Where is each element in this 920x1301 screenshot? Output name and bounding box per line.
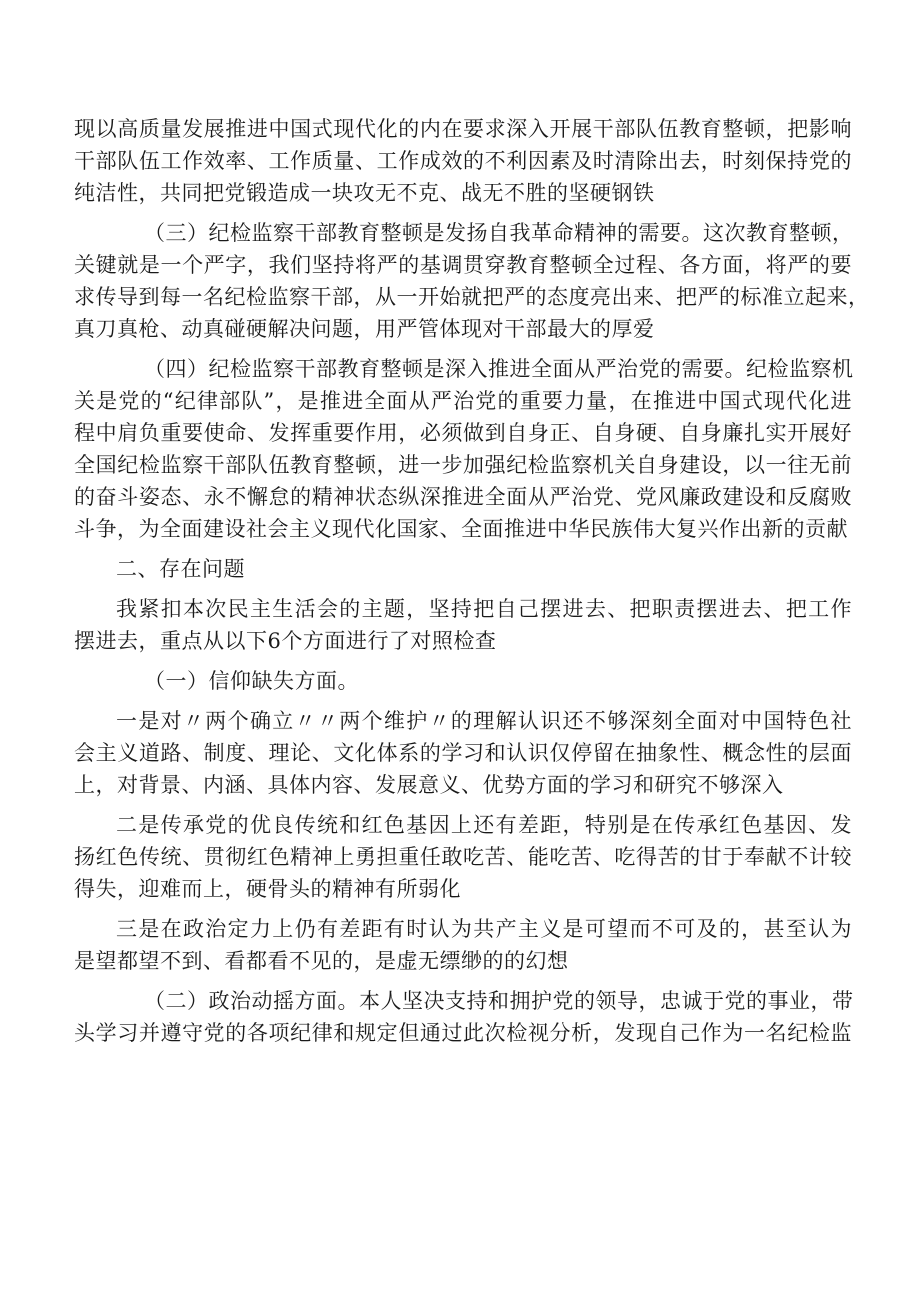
paragraph-purity [74, 113, 852, 209]
subheading-belief [74, 665, 852, 697]
text-line: 二是传承党的优良传统和红色基因上还有差距，特别是在传承红色基因、发 [116, 813, 852, 837]
text-line: 纯洁性，共同把党锻造成一块攻无不克、战无不胜的坚硬钢铁 [74, 181, 655, 205]
text-line: 真刀真枪、动真碰硬解决问题，用严管体现对干部最大的厚爱 [74, 317, 655, 341]
text-line: 摆进去，重点从以下6个方面进行了对照检查 [74, 629, 497, 653]
section-heading: 二、存在问题 [116, 557, 245, 581]
paragraph-section-three [74, 217, 870, 345]
text-line: 得失，迎难而上，硬骨头的精神有所弱化 [74, 877, 461, 901]
text-line: 上，对背景、内涵、具体内容、发展意义、优势方面的学习和研究不够深入 [74, 773, 784, 797]
text-line: 头学习并遵守党的各项纪律和规定但通过此次检视分析，发现自己作为一名纪检监 [74, 1021, 852, 1045]
text-line: 是望都望不到、看都看不见的，是虚无缥缈的的幻想 [74, 949, 569, 973]
text-line: （二）政治动摇方面。本人坚决支持和拥护党的领导，忠诚于党的事业，带 [144, 989, 854, 1013]
paragraph-point-one [74, 705, 852, 801]
paragraph-political [74, 985, 852, 1049]
text-line: 程中肩负重要使命、发挥重要作用，必须做到自身正、自身硬、自身廉扎实开展好 [74, 421, 852, 445]
paragraph-point-three [74, 913, 852, 977]
text-line: 全国纪检监察干部队伍教育整顿，进一步加强纪检监察机关自身建设，以一往无前 [74, 453, 852, 477]
text-line: （四）纪检监察干部教育整顿是深入推进全面从严治党的需要。纪检监察机 [144, 357, 854, 381]
section-heading-issues [74, 553, 852, 585]
text-line: 干部队伍工作效率、工作质量、工作成效的不利因素及时清除出去，时刻保持党的 [74, 149, 852, 173]
subsection-heading: （一）信仰缺失方面。 [144, 669, 359, 693]
text-line: 现以高质量发展推进中国式现代化的内在要求深入开展干部队伍教育整顿，把影响 [74, 117, 852, 141]
text-line: 三是在政治定力上仍有差距有时认为共产主义是可望而不可及的，甚至认为 [116, 917, 852, 941]
text-line: 关是党的“纪律部队”，是推进全面从严治党的重要力量，在推进中国式现代化进 [74, 389, 852, 413]
text-line: 一是对〃两个确立〃〃两个维护〃的理解认识还不够深刻全面对中国特色社 [116, 709, 852, 733]
text-line: 会主义道路、制度、理论、文化体系的学习和认识仅停留在抽象性、概念性的层面 [74, 741, 852, 765]
text-line: 扬红色传统、贯彻红色精神上勇担重任敢吃苦、能吃苦、吃得苦的甘于奉献不计较 [74, 845, 852, 869]
paragraph-intro-issues [74, 593, 852, 657]
text-line: （三）纪检监察干部教育整顿是发扬自我革命精神的需要。这次教育整顿， [144, 221, 854, 245]
paragraph-section-four [74, 353, 852, 545]
text-line: 关键就是一个严字，我们坚持将严的基调贯穿教育整顿全过程、各方面，将严的要 [74, 253, 852, 277]
paragraph-point-two [74, 809, 852, 905]
text-line: 求传导到每一名纪检监察干部，从一开始就把严的态度亮出来、把严的标准立起来， [74, 285, 870, 309]
document-page [74, 113, 870, 1057]
text-line: 的奋斗姿态、永不懈怠的精神状态纵深推进全面从严治党、党风廉政建设和反腐败 [74, 485, 852, 509]
text-line: 我紧扣本次民主生活会的主题，坚持把自己摆进去、把职责摆进去、把工作 [116, 597, 852, 621]
text-line: 斗争，为全面建设社会主义现代化国家、全面推进中华民族伟大复兴作出新的贡献 [74, 517, 848, 541]
